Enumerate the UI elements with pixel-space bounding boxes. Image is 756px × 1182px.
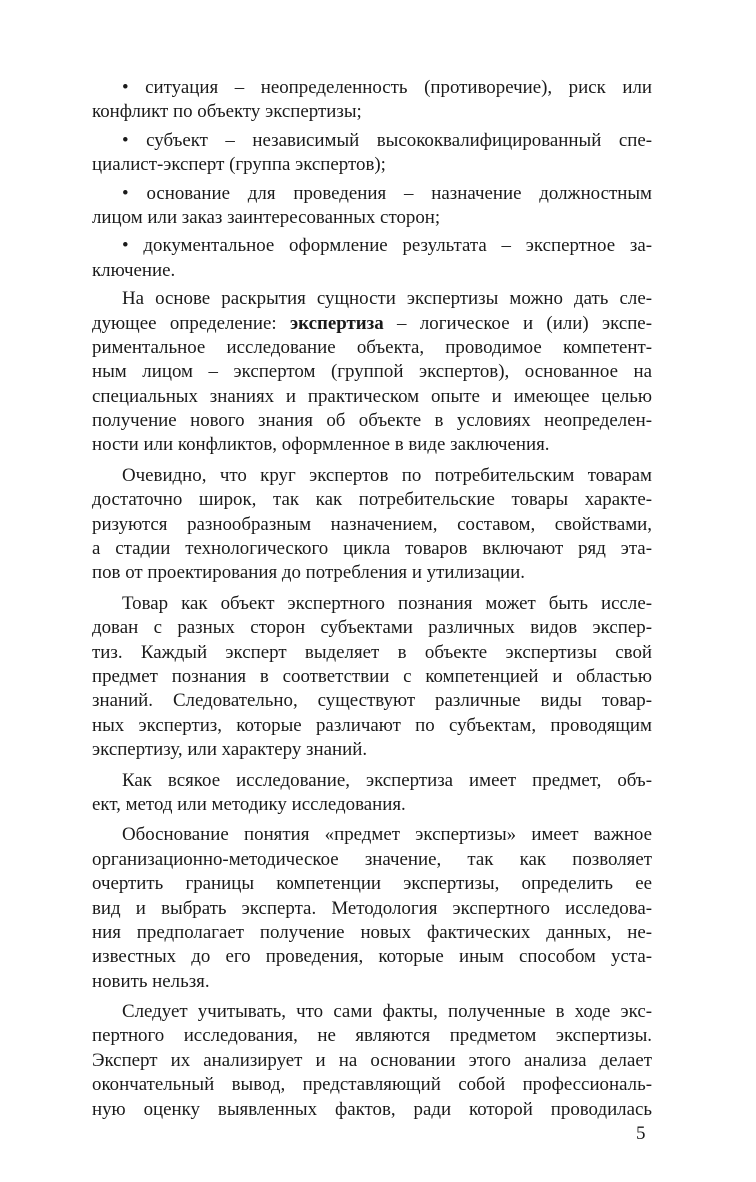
bullet-item (62, 129, 652, 178)
text-line: • ситуация – неопределенность (противоречие), риск или (122, 77, 652, 98)
text-line: получение нового знания об объекте в условиях неопределен- (92, 410, 652, 432)
paragraph (62, 823, 652, 994)
text-line: специальных знаниях и практическом опыте и имеющее целью (92, 385, 652, 407)
text-line: окончательный вывод, представляющий собой профессиональ- (92, 1074, 652, 1096)
text-line: • основание для проведения – назначение должностным (122, 182, 652, 204)
text-line: ект, метод или методику исследования. (92, 793, 406, 815)
text-line: пов от проектирования до потребления и утилизации. (92, 562, 525, 584)
paragraph (62, 592, 652, 763)
text-line: знаний. Следовательно, существуют различные виды товар- (92, 690, 652, 712)
text-line: Следует учитывать, что сами факты, полученные в ходе экс- (122, 1001, 652, 1023)
text-line: тиз. Каждый эксперт выделяет в объекте экспертизы свой (92, 641, 652, 663)
page-body (62, 76, 652, 1122)
page-number: 5 (636, 1123, 646, 1144)
text-line: ных экспертиз, которые различают по субъектам, проводящим (92, 714, 652, 736)
text-line: риментальное исследование объекта, проводимое компетент- (92, 336, 652, 358)
paragraph (62, 769, 652, 818)
text-line: пертного исследования, не являются предметом экспертизы. (92, 1025, 652, 1047)
text-fragment: дующее определение: (92, 312, 290, 334)
text-line: ную оценку выявленных фактов, ради которой проводилась (92, 1098, 652, 1120)
text-line: Эксперт их анализирует и на основании этого анализа делает (92, 1049, 652, 1071)
text-line: ния предполагает получение новых фактических данных, не- (92, 921, 652, 943)
bullet-item (62, 76, 652, 125)
text-line: достаточно широк, так как потребительские товары характе- (92, 489, 652, 511)
text-line: ризуются разнообразным назначением, составом, свойствами, (92, 513, 652, 535)
text-line: конфликт по объекту экспертизы; (92, 101, 362, 123)
text-line: лицом или заказ заинтересованных сторон; (92, 206, 441, 228)
defined-term: экспертиза (290, 312, 384, 334)
text-line: Очевидно, что круг экспертов по потребительским товарам (122, 464, 652, 486)
text-line: а стадии технологического цикла товаров включают ряд эта- (92, 538, 652, 560)
text-line: организационно-методическое значение, так как позволяет (92, 848, 652, 870)
text-fragment: – логическое и (или) экспе- (383, 312, 652, 334)
text-line: циалист-эксперт (группа экспертов); (92, 154, 386, 176)
paragraph (62, 1000, 652, 1122)
text-line: очертить границы компетенции экспертизы, определить ее (92, 873, 652, 895)
text-line: вид и выбрать эксперта. Методология экспертного исследова- (92, 897, 652, 919)
paragraph (62, 464, 652, 586)
text-line: ным лицом – экспертом (группой экспертов), основанное на (92, 361, 652, 383)
text-line: экспертизу, или характеру знаний. (92, 739, 368, 761)
text-line: • субъект – независимый высококвалифицированный спе- (122, 129, 652, 151)
text-line: ности или конфликтов, оформленное в виде заключения. (92, 434, 550, 456)
text-line: Обоснование понятия «предмет экспертизы» имеет важное (122, 824, 652, 846)
text-line: • документальное оформление результата – экспертное за- (122, 235, 652, 257)
text-line: известных до его проведения, которые иным способом уста- (92, 946, 652, 968)
text-line: новить нельзя. (92, 970, 210, 992)
bullet-item (62, 234, 652, 283)
text-line: Товар как объект экспертного познания может быть иссле- (122, 592, 652, 614)
text-line: Как всякое исследование, экспертиза имеет предмет, объ- (122, 769, 652, 791)
bullet-item (62, 182, 652, 231)
text-line: ключение. (92, 259, 176, 281)
text-line: дован с разных сторон субъектами различных видов экспер- (92, 617, 652, 639)
text-line-with-term (62, 312, 652, 336)
definition-paragraph (62, 287, 652, 458)
text-line: предмет познания в соответствии с компетенцией и областью (92, 665, 652, 687)
text-line: На основе раскрытия сущности экспертизы можно дать сле- (122, 288, 652, 310)
